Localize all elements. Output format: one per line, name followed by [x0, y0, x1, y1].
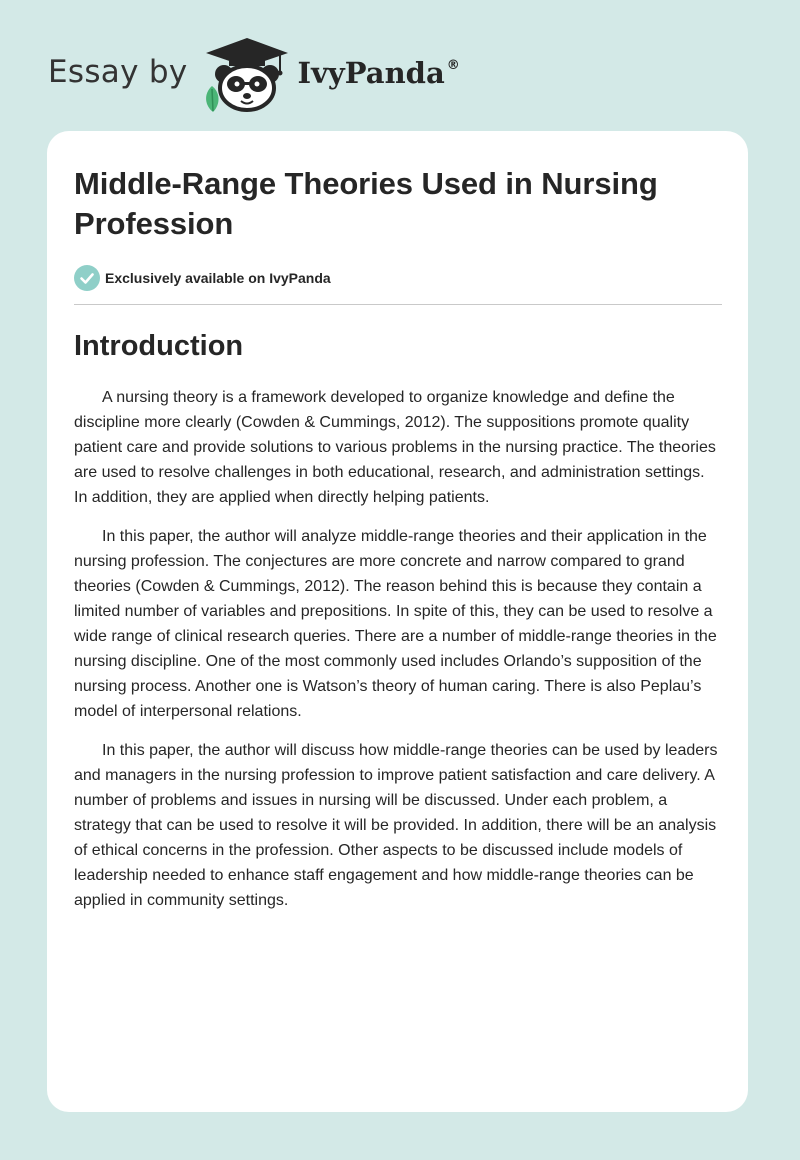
- trademark-symbol: ®: [446, 58, 460, 73]
- page-title: Middle-Range Theories Used in Nursing Profession: [74, 166, 658, 241]
- essay-card: [47, 131, 748, 1112]
- paragraph: A nursing theory is a framework developed to organize knowledge and define the discipline more clearly (Cowden & Cummings, 2012). The suppositions promote quality patient care and provide solutions to various problems in the nursing practice. The theories are used to resolve challenges in both educational, research, and administration settings. In addition, they are applied when directly helping patients.: [74, 389, 716, 506]
- essay-by-label: Essay by: [48, 54, 188, 90]
- brand-text: IvyPanda: [297, 56, 445, 90]
- exclusive-badge: [74, 264, 722, 292]
- paragraph: In this paper, the author will discuss how middle-range theories can be used by leaders and managers in the nursing profession to improve patient satisfaction and care delivery. A number of problems and issues in nursing will be discussed. Under each problem, a strategy that can be used to resolve it will be provided. In addition, there will be an analysis of ethical concerns in the profession. Other aspects to be discussed include models of leadership needed to enhance staff engagement and how middle-range theories can be applied in community settings.: [74, 742, 718, 909]
- paragraph: In this paper, the author will analyze middle-range theories and their application in the nursing profession. The conjectures are more concrete and narrow compared to grand theories (Cowden & Cummings, 2012). The reason behind this is because they contain a limited number of variables and prepositions. In spite of this, they can be used to resolve a wide range of clinical research queries. There are a number of middle-range theories in the nursing discipline. One of the most commonly used includes Orlando’s supposition of the nursing process. Another one is Watson’s theory of human caring. There is also Peplau’s model of interpersonal relations.: [74, 528, 717, 720]
- exclusive-badge-label: Exclusively available on IvyPanda: [105, 270, 331, 286]
- brand-name[interactable]: [298, 56, 460, 90]
- site-header: [48, 34, 460, 114]
- title-divider: [74, 304, 722, 305]
- section-heading-introduction: Introduction: [74, 330, 244, 362]
- check-circle-icon: [74, 265, 100, 291]
- panda-graduate-icon[interactable]: [202, 34, 292, 114]
